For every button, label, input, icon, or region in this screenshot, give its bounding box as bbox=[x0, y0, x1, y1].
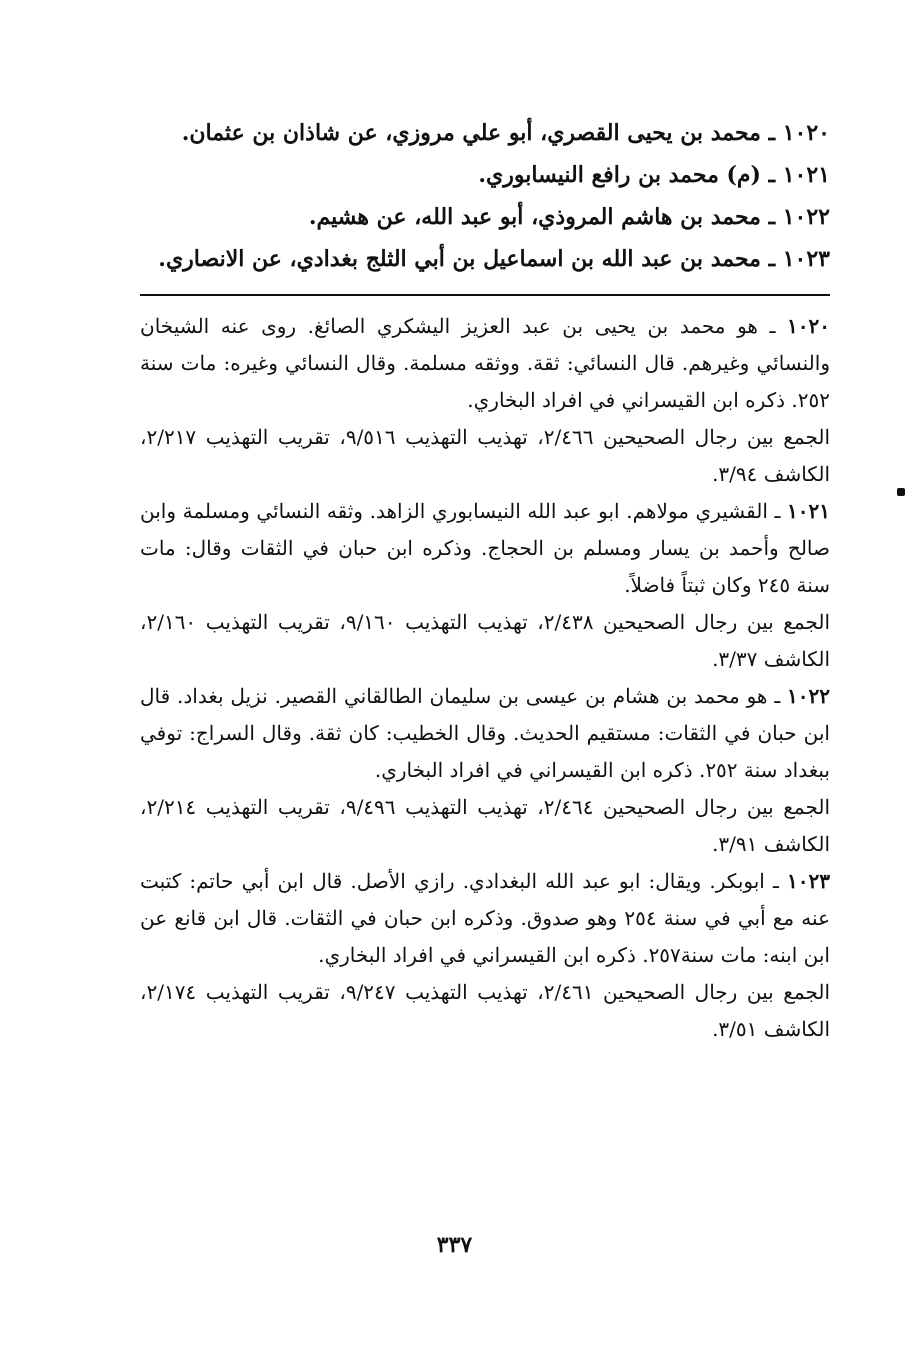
entry-1021: ١٠٢١ ـ (م) محمد بن رافع النيسابوري. bbox=[478, 162, 830, 188]
footnote-references: الجمع بين رجال الصحيحين ٢/٤٣٨، تهذيب التهذيب ٩/١٦٠، تقريب التهذيب ٢/١٦٠، الكاشف ٣/٣٧. bbox=[140, 610, 831, 671]
footnote-text: ـ هو محمد بن هشام بن عيسى بن سليمان الطالقاني القصير. نزيل بغداد. قال ابن حبان في الثقات: مستقيم الحديث. وقال الخطيب: كان ثقة. وقال السراج: توفي ببغداد سنة ٢٥٢. ذكره ابن القيسراني في افراد البخاري. bbox=[140, 684, 830, 782]
footnote-references: الجمع بين رجال الصحيحين ٢/٤٦١، تهذيب التهذيب ٩/٢٤٧، تقريب التهذيب ٢/١٧٤، الكاشف ٣/٥١. bbox=[140, 980, 831, 1041]
footnote-text: ـ هو محمد بن يحيى بن عبد العزيز اليشكري الصائغ. روى عنه الشيخان والنسائي وغيرهم. قال النسائي: ثقة. ووثقه مسلمة. وقال النسائي وغيره: مات سنة ٢٥٢. ذكره ابن القيسراني في افراد البخاري. bbox=[140, 314, 830, 412]
footnote-references: الجمع بين رجال الصحيحين ٢/٤٦٤، تهذيب التهذيب ٩/٤٩٦، تقريب التهذيب ٢/٢١٤، الكاشف ٣/٩١. bbox=[140, 795, 831, 856]
footnote-1021 bbox=[140, 493, 830, 678]
entries-list bbox=[140, 112, 830, 280]
footnote-divider bbox=[140, 294, 830, 296]
footnote-1020 bbox=[140, 308, 830, 493]
footnote-1022 bbox=[140, 678, 830, 863]
footnote-text: ـ ابوبكر. ويقال: ابو عبد الله البغدادي. رازي الأصل. قال ابن أبي حاتم: كتبت عنه مع أبي في سنة ٢٥٤ وهو صدوق. وذكره ابن حبان في الثقات. قال ابن قانع عن ابن ابنه: مات سنة٢٥٧. ذكره ابن القيسراني في افراد البخاري. bbox=[140, 869, 831, 967]
footnote-references: الجمع بين رجال الصحيحين ٢/٤٦٦، تهذيب التهذيب ٩/٥١٦، تقريب التهذيب ٢/٢١٧، الكاشف ٣/٩٤. bbox=[140, 425, 831, 486]
entry-1022: ١٠٢٢ ـ محمد بن هاشم المروذي، أبو عبد الله، عن هشيم. bbox=[308, 204, 830, 230]
footnote-number: ١٠٢٢ bbox=[787, 684, 831, 708]
footnote-text: ـ القشيري مولاهم. ابو عبد الله النيسابوري الزاهد. وثقه النسائي ومسلمة وابن صالح وأحمد بن يسار ومسلم بن الحجاج. وذكره ابن حبان في الثقات وقال: مات سنة ٢٤٥ وكان ثبتاً فاضلاً. bbox=[140, 499, 830, 597]
scan-edge-mark bbox=[897, 488, 905, 496]
entry-1020: ١٠٢٠ ـ محمد بن يحيى القصري، أبو علي مروزي، عن شاذان بن عثمان. bbox=[181, 120, 830, 146]
footnote-number: ١٠٢٣ bbox=[787, 869, 830, 893]
footnote-number: ١٠٢١ bbox=[787, 499, 831, 523]
entry-1023: ١٠٢٣ ـ محمد بن عبد الله بن اسماعيل بن أبي الثلج بغدادي، عن الانصاري. bbox=[158, 246, 830, 272]
footnote-1023 bbox=[140, 863, 830, 1048]
footnote-number: ١٠٢٠ bbox=[787, 314, 830, 338]
page-number: ٣٣٧ bbox=[436, 1232, 473, 1258]
page-body bbox=[140, 112, 830, 1048]
